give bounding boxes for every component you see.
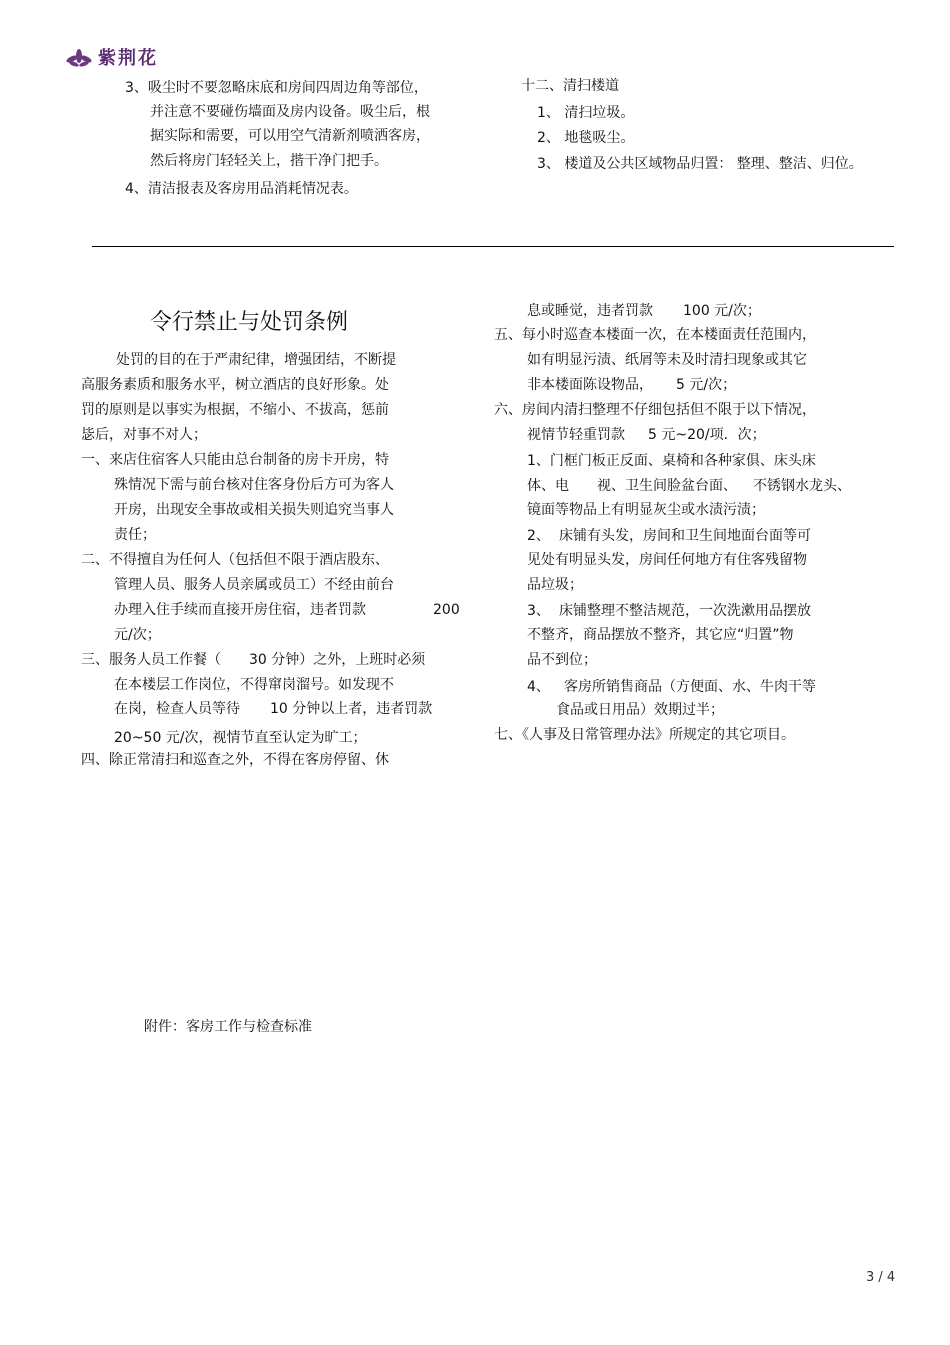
- section-12-item-2: 2、 地毯吸尘。: [537, 130, 635, 146]
- right-line: 非本楼面陈设物品，: [527, 377, 653, 393]
- right-line: 3、: [527, 603, 550, 619]
- right-line: 5 元~20/项．次；: [648, 427, 766, 443]
- left-line: 三、服务人员工作餐（: [81, 652, 221, 668]
- right-line: 品不到位；: [527, 652, 597, 668]
- left-line: 30 分钟）之外，上班时必须: [249, 652, 426, 668]
- left-line: 一、来店住宿客人只能由总台制备的房卡开房，特: [81, 452, 389, 468]
- left-line: 四、除正常清扫和巡查之外，不得在客房停留、休: [81, 752, 389, 768]
- left-line: 在本楼层工作岗位，不得窜岗溜号。如发现不: [114, 677, 394, 693]
- right-line: 镜面等物品上有明显灰尘或水渍污渍；: [527, 502, 765, 518]
- left-line: 责任；: [114, 527, 156, 543]
- left-line: 办理入住手续而直接开房住宿，违者罚款: [114, 602, 366, 618]
- right-line: 床铺有头发，房间和卫生间地面台面等可: [559, 528, 811, 544]
- right-line: 4、: [527, 679, 550, 695]
- left-line: 殊情况下需与前台核对住客身份后方可为客人: [114, 477, 394, 493]
- logo-text: 紫荆花: [98, 48, 158, 69]
- left-line: 20~50 元/次，视情节直至认定为旷工；: [114, 730, 367, 746]
- left-line: 开房，出现安全事故或相关损失则追究当事人: [114, 502, 394, 518]
- right-line: 息或睡觉，违者罚款: [527, 303, 653, 319]
- logo: [64, 48, 168, 70]
- right-line: 100 元/次；: [683, 303, 761, 319]
- right-line: 六、房间内清扫整理不仔细包括但不限于以下情况，: [494, 402, 816, 418]
- section-title: 令行禁止与处罚条例: [150, 310, 349, 335]
- section-12-heading: 十二、清扫楼道: [521, 78, 619, 94]
- top-left-line-5: 4、清洁报表及客房用品消耗情况表。: [125, 181, 358, 197]
- left-line: 200: [433, 602, 460, 618]
- right-line: 五、每小时巡查本楼面一次，在本楼面责任范围内，: [494, 327, 816, 343]
- left-line: 罚的原则是以事实为根据，不缩小、不拔高，惩前: [81, 402, 389, 418]
- right-line: 客房所销售商品（方便面、水、牛肉干等: [564, 679, 816, 695]
- right-line: 床铺整理不整洁规范，一次洗漱用品摆放: [559, 603, 811, 619]
- left-line: 高服务素质和服务水平，树立酒店的良好形象。处: [81, 377, 389, 393]
- right-line: 2、: [527, 528, 550, 544]
- left-line: 在岗，检查人员等待: [114, 701, 240, 717]
- right-line: 见处有明显头发，房间任何地方有住客残留物: [527, 552, 807, 568]
- right-line: 七、《人事及日常管理办法》所规定的其它项目。: [494, 727, 795, 743]
- section-12-item-3: 3、 楼道及公共区域物品归置： 整理、整洁、归位。: [537, 156, 863, 172]
- flower-logo-icon: [64, 48, 94, 70]
- top-left-line-2: 并注意不要碰伤墙面及房内设备。吸尘后，根: [150, 104, 430, 120]
- divider: [92, 246, 894, 247]
- left-line: 二、不得擅自为任何人（包括但不限于酒店股东、: [81, 552, 389, 568]
- left-line: 10 分钟以上者，违者罚款: [270, 701, 433, 717]
- left-line: 毖后，对事不对人；: [81, 427, 207, 443]
- top-left-line-1: 3、吸尘时不要忽略床底和房间四周边角等部位，: [125, 80, 428, 96]
- right-line: 如有明显污渍、纸屑等未及时清扫现象或其它: [527, 352, 807, 368]
- top-left-line-4: 然后将房门轻轻关上，揩干净门把手。: [150, 153, 388, 169]
- right-line: 体、电: [527, 478, 569, 494]
- right-line: 视、卫生间脸盆台面、: [597, 478, 737, 494]
- attachment-note: 附件：客房工作与检查标准: [144, 1019, 312, 1035]
- left-line: 管理人员、服务人员亲属或员工）不经由前台: [114, 577, 394, 593]
- top-left-line-3: 据实际和需要，可以用空气清新剂喷洒客房，: [150, 128, 430, 144]
- right-line: 1、门框门板正反面、桌椅和各种家俱、床头床: [527, 453, 816, 469]
- right-line: 品垃圾；: [527, 577, 583, 593]
- right-line: 食品或日用品）效期过半；: [556, 702, 724, 718]
- right-line: 不整齐，商品摆放不整齐，其它应“归置”物: [527, 627, 794, 643]
- section-12-item-1: 1、 清扫垃圾。: [537, 105, 635, 121]
- right-line: 5 元/次；: [676, 377, 737, 393]
- left-line: 元/次；: [114, 627, 161, 643]
- page-number: 3 / 4: [866, 1270, 896, 1285]
- right-line: 视情节轻重罚款: [527, 427, 625, 443]
- left-line: 处罚的目的在于严肃纪律，增强团结，不断提: [116, 352, 396, 368]
- right-line: 不锈钢水龙头、: [753, 478, 851, 494]
